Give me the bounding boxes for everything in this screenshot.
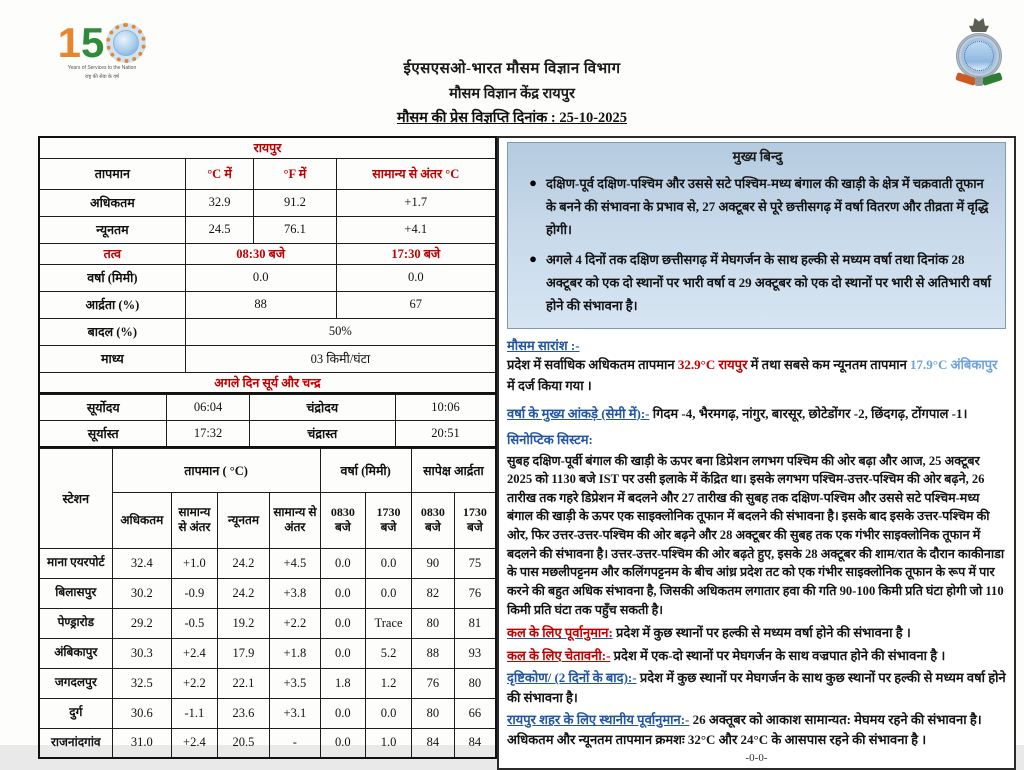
sub-header-rain1730: 1730 बजे — [366, 492, 412, 548]
cell: 0.0 — [320, 608, 366, 638]
cell: 20.5 — [217, 728, 270, 758]
summary-text-3: में दर्ज किया गया । — [507, 377, 592, 393]
cell: +3.5 — [270, 668, 320, 698]
warning-tomorrow-section — [507, 646, 1006, 666]
cell: +2.4 — [172, 728, 218, 758]
cell: 80 — [454, 668, 496, 698]
left-tables-column — [38, 136, 497, 759]
rain-0830: 0.0 — [185, 264, 336, 291]
min-temp-f: 76.1 — [254, 216, 336, 243]
mean-wind-value: 03 किमी/घंटा — [185, 345, 496, 372]
station-row-pendraroad — [39, 608, 496, 638]
bullet-dot-icon: ● — [529, 251, 537, 267]
summary-max-value: 32.9°C रायपुर — [677, 357, 751, 372]
moonset-time: 20:51 — [395, 421, 496, 447]
fahrenheit-col-label: °F में — [254, 158, 336, 189]
station-name: माना एयरपोर्ट — [39, 548, 112, 578]
cell: 32.5 — [112, 668, 171, 698]
cell: 0.0 — [366, 698, 412, 728]
cell: 32.4 — [112, 548, 171, 578]
cell: 88 — [411, 638, 454, 668]
synoptic-section — [507, 430, 1006, 619]
cell: 31.0 — [112, 728, 171, 758]
ashoka-lions-icon — [969, 18, 989, 32]
bullet-dot-icon: ● — [529, 175, 537, 190]
org-title: ईएसएसओ-भारत मौसम विज्ञान विभाग — [403, 61, 621, 77]
cell: 0.0 — [320, 578, 366, 608]
departure-col-label: सामान्य से अंतर °C — [336, 158, 496, 189]
stations-table — [38, 448, 497, 760]
cell: 1.0 — [366, 728, 412, 758]
ribbon-left-orange — [955, 72, 976, 86]
local-forecast-text: 26 अक्तूबर को आकाश सामान्यत: मेघमय रहने की संभावना है। अधिकतम और न्यूनतम तापमान क्रमशः 32°C और 24°C के आसपास रहने की संभावना है । — [507, 712, 982, 747]
max-temp-label: अधिकतम — [39, 189, 185, 216]
cell: 0.0 — [320, 638, 366, 668]
right-text-panel — [497, 136, 1016, 770]
cell: 80 — [411, 698, 454, 728]
cell: 81 — [454, 608, 496, 638]
medal-globe-icon — [964, 41, 994, 71]
max-temp-dep: +1.7 — [336, 189, 496, 216]
cell: +3.8 — [270, 578, 320, 608]
synoptic-heading: सिनोप्टिक सिस्टम: — [507, 432, 593, 448]
cell: 30.3 — [112, 638, 171, 668]
cell: 19.2 — [217, 608, 270, 638]
min-temp-c: 24.5 — [185, 216, 254, 243]
cell: 80 — [411, 608, 454, 638]
sun-moon-table — [38, 394, 497, 448]
cell: -1.1 — [172, 698, 218, 728]
cell: 1.2 — [366, 668, 412, 698]
cell: 66 — [454, 698, 496, 728]
forecast-tomorrow-label: कल के लिए पूर्वानुमान: — [507, 625, 613, 641]
forecast-tomorrow-section — [507, 623, 1006, 643]
cell: 84 — [454, 728, 496, 758]
sub-header-rh0830: 0830 बजे — [411, 492, 454, 548]
logo-caption-en: Years of Services to the Nation — [67, 65, 137, 71]
sunset-time: 17:32 — [167, 421, 249, 447]
rain-figures-section — [507, 404, 1006, 424]
cell: 84 — [411, 728, 454, 758]
centre-title: मौसम विज्ञान केंद्र रायपुर — [449, 86, 575, 102]
end-marker: -0-0- — [745, 752, 768, 765]
cell: 22.1 — [217, 668, 270, 698]
station-row-mana — [39, 548, 496, 578]
cell: +2.4 — [172, 638, 218, 668]
temp-col-label: तापमान — [39, 158, 185, 189]
moonrise-time: 10:06 — [395, 395, 496, 421]
cell: 0.0 — [320, 548, 366, 578]
cell: 30.2 — [112, 578, 171, 608]
cell: - — [270, 728, 320, 758]
cell: 75 — [454, 548, 496, 578]
warning-tomorrow-text: प्रदेश में एक-दो स्थानों पर मेघगर्जन के साथ वज्रपात होने की संभावना है । — [610, 647, 946, 663]
warning-tomorrow-label: कल के लिए चेतावनी:- — [507, 647, 611, 663]
cell: 0.0 — [320, 698, 366, 728]
moonset-label: चंद्रास्त — [249, 421, 395, 447]
station-name: पेण्ड्रारोड — [39, 608, 112, 638]
press-release-date: मौसम की प्रेस विज्ञप्ति दिनांक : 25-10-2025 — [396, 110, 628, 126]
sub-header-dep2: सामान्य से अंतर — [270, 492, 320, 548]
station-row-bilaspur — [39, 578, 496, 608]
logo-digit-1: 1 — [57, 19, 81, 66]
cell: +2.2 — [172, 668, 218, 698]
min-temp-label: न्यूनतम — [39, 216, 185, 243]
station-row-rajnandgaon — [39, 728, 496, 758]
local-forecast-label: रायपुर शहर के लिए स्थानीय पूर्वानुमान:- — [507, 712, 690, 728]
time-1730-label: 17:30 बजे — [336, 243, 496, 264]
synoptic-text: सुबह दक्षिण-पूर्वी बंगाल की खाड़ी के ऊपर बना डिप्रेशन लगभग पश्चिम की ओर बढ़ा और आज, 25 अक्टूबर 2025 को 1130 बजे IST पर उसी इलाके में केंद्रित था। इसके लगभग पश्चिम-उत्तर-पश्चिम की ओर बढ़ने, 26 तारीख तक गहरे डिप्रेशन में बदलने और 27 तारीख की सुबह तक दक्षिण-पश्चिम और उससे सटे पश्चिम-मध्य बंगाल की खाड़ी के ऊपर एक साइक्लोनिक तूफान में बदलने की संभावना है। इसके बाद इसके उत्तर-पश्चिम की ओर, फिर उत्तर-उत्तर-पश्चिम की ओर बढ़ने और 28 अक्टूबर की सुबह तक एक गंभीर साइक्लोनिक तूफान में बदलने की संभावना है। उत्तर-उत्तर-पश्चिम की ओर बढ़ते हुए, इसके 28 अक्टूबर की शाम/रात के दौरान काकीनाडा के पास मछलीपट्टनम और कलिंगपट्टनम के बीच आंध्र प्रदेश तट को एक गंभीर साइक्लोनिक तूफान के रूप में पार करने की बहुत अधिक संभावना है, जिसकी अधिकतम लगातार हवा की गति 90-100 किमी प्रति घंटा होगी जो 110 किमी प्रति घंटा तक पहुँच सकती है। — [507, 453, 1005, 617]
cell: 0.0 — [320, 728, 366, 758]
station-col-header: स्टेशन — [39, 448, 112, 548]
cell: 5.2 — [366, 638, 412, 668]
sub-header-max: अधिकतम — [112, 492, 171, 548]
cell: 17.9 — [217, 638, 270, 668]
element-label: तत्व — [39, 243, 185, 264]
max-temp-c: 32.9 — [185, 189, 254, 216]
sub-header-min: न्यूनतम — [217, 492, 270, 548]
ribbon-knot — [975, 77, 983, 86]
sunset-label: सूर्यास्त — [39, 421, 167, 447]
station-name: जगदलपुर — [39, 668, 112, 698]
document-header — [0, 0, 1024, 127]
moonrise-label: चंद्रोदय — [249, 395, 395, 421]
station-row-durg — [39, 698, 496, 728]
highlight-bullet-2 — [520, 249, 995, 317]
logo-caption-hi: राष्ट्र की सेवा के वर्ष — [85, 73, 119, 80]
cell: 0.0 — [366, 548, 412, 578]
time-0830-label: 08:30 बजे — [185, 243, 336, 264]
highlight-bullet-1 — [520, 173, 995, 241]
rain-1730: 0.0 — [336, 264, 496, 291]
outlook-label: दृष्टिकोण/ (2 दिनों के बाद):- — [507, 670, 637, 686]
cell: 1.8 — [320, 668, 366, 698]
main-content — [0, 136, 1024, 770]
rain-figures-heading: वर्षा के मुख्य आंकड़े (सेमी में):- — [507, 405, 650, 421]
rain-group-header: वर्षा (मिमी) — [320, 448, 411, 492]
summary-min-value: 17.9°C अंबिकापुर — [910, 357, 998, 372]
sunrise-time: 06:04 — [167, 395, 249, 421]
cell: -0.5 — [172, 608, 218, 638]
rh-group-header: सापेक्ष आर्द्रता — [411, 448, 496, 492]
cell: 29.2 — [112, 608, 171, 638]
humidity-label: आर्द्रता (%) — [39, 291, 185, 318]
cell: Trace — [366, 608, 412, 638]
highlight-text-2: अगले 4 दिनों तक दक्षिण छत्तीसगढ़ में मेघगर्जन के साथ हल्की से मध्यम वर्षा तथा दिनांक 28 अक्टूबर को एक दो स्थानों पर भारी वर्षा व 29 अक्टूबर को एक दो स्थानों पर भारी से अतिभारी वर्षा होने की संभावना है। — [546, 252, 991, 313]
cell: 93 — [454, 638, 496, 668]
cell: 76 — [411, 668, 454, 698]
humidity-0830: 88 — [185, 291, 336, 318]
outlook-section — [507, 668, 1006, 707]
celsius-col-label: °C में — [185, 158, 254, 189]
cell: 90 — [411, 548, 454, 578]
min-temp-dep: +4.1 — [336, 216, 496, 243]
cell: +1.8 — [270, 638, 320, 668]
cell: +3.1 — [270, 698, 320, 728]
cell: 24.2 — [217, 548, 270, 578]
temperature-group-header: तापमान ( °C) — [112, 448, 320, 492]
cell: -0.9 — [172, 578, 218, 608]
cell: 24.2 — [217, 578, 270, 608]
highlights-box — [507, 142, 1006, 329]
sub-header-rh1730: 1730 बजे — [454, 492, 496, 548]
summary-text-2: में तथा सबसे कम न्यूनतम तापमान — [750, 357, 911, 372]
ribbon-right-green — [981, 72, 1002, 86]
humidity-1730: 67 — [336, 291, 496, 318]
cloud-value: 50% — [185, 318, 496, 345]
cell: 82 — [411, 578, 454, 608]
globe-icon — [113, 30, 139, 56]
highlights-title: मुख्य बिन्दु — [732, 149, 783, 164]
cell: 30.6 — [112, 698, 171, 728]
cloud-label: बादल (%) — [39, 318, 185, 345]
cell: +2.2 — [270, 608, 320, 638]
station-name: बिलासपुर — [39, 578, 112, 608]
cell: 23.6 — [217, 698, 270, 728]
mean-wind-label: माध्य — [39, 345, 185, 372]
max-temp-f: 91.2 — [254, 189, 336, 216]
cell: +4.5 — [270, 548, 320, 578]
logo-150-digits — [52, 19, 152, 66]
station-row-jagdalpur — [39, 668, 496, 698]
logo-globe-ring-icon — [106, 23, 146, 63]
sub-header-dep1: सामान्य से अंतर — [172, 492, 218, 548]
sun-moon-title: अगले दिन सूर्य और चन्द्र — [39, 372, 496, 393]
ribbon-icon — [950, 73, 1008, 87]
summary-text-1: प्रदेश में सर्वाधिक अधिकतम तापमान — [507, 357, 678, 372]
outlook-text: प्रदेश में कुछ स्थानों पर मेघगर्जन के साथ कुछ स्थानों पर हल्की से मध्यम वर्षा होने की संभावना है। — [507, 670, 1006, 705]
station-row-ambikapur — [39, 638, 496, 668]
weather-summary-heading: मौसम सारांश :- — [507, 337, 580, 353]
cell: 76 — [454, 578, 496, 608]
sunrise-label: सूर्योदय — [39, 395, 167, 421]
cell: 0.0 — [366, 578, 412, 608]
imd-150-years-logo — [52, 19, 152, 81]
station-name: राजनांदगांव — [39, 728, 112, 758]
rain-label: वर्षा (मिमी) — [39, 264, 185, 291]
imd-emblem-logo — [950, 18, 1008, 87]
forecast-tomorrow-text: प्रदेश में कुछ स्थानों पर हल्की से मध्यम वर्षा होने की संभावना है । — [612, 625, 911, 641]
sub-header-rain0830: 0830 बजे — [320, 492, 366, 548]
raipur-weather-table — [38, 136, 497, 394]
city-title: रायपुर — [39, 137, 496, 158]
station-name: दुर्ग — [39, 698, 112, 728]
highlight-text-1: दक्षिण-पूर्व दक्षिण-पश्चिम और उससे सटे पश्चिम-मध्य बंगाल की खाड़ी के क्षेत्र में चक्रवाती तूफान के बनने की संभावना के प्रभाव से, 27 अक्टूबर से पूरे छत्तीसगढ़ में वर्षा वितरण और तीव्रता में वृद्धि होगी। — [546, 176, 989, 237]
station-name: अंबिकापुर — [39, 638, 112, 668]
local-forecast-section — [507, 710, 1006, 749]
cell: +1.0 — [172, 548, 218, 578]
weather-summary-section — [507, 336, 1006, 397]
rain-figures-text: गिदम -4, भैरमगढ़, नांगुर, बारसूर, छोटेडोंगर -2, छिंदगढ़, टोंगपाल -1। — [649, 405, 968, 421]
logo-digit-5: 5 — [81, 19, 105, 66]
